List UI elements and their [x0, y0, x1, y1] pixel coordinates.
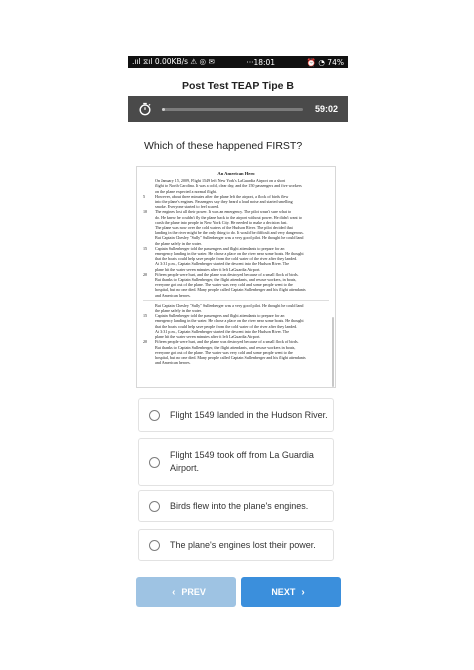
passage-line: landing in the river might be the only thing to do. It would be difficult and very dangerous.	[155, 230, 304, 236]
status-left: .ııl ⧖ıl 0.00KB/s ⚠ ◎ ✉	[132, 57, 215, 66]
choice-option-1[interactable]	[138, 398, 334, 432]
passage-paragraph	[143, 303, 329, 313]
passage-paragraph	[143, 313, 329, 339]
passage-line: emergency landing in the water. He chose a place on the river near some boats. He thought	[155, 251, 304, 257]
status-time: ···18:01	[246, 57, 276, 67]
passage-line: and American heroes.	[155, 360, 191, 366]
choice-option-2[interactable]	[138, 438, 334, 486]
radio-button[interactable]	[149, 501, 160, 512]
choice-label: Flight 1549 took off from La Guardia Airport.	[170, 450, 314, 473]
timer-progress-fill	[162, 108, 165, 111]
passage-line: Captain Sullenberger told the passengers and flight attendants to prepare for an	[155, 245, 285, 251]
next-button[interactable]	[241, 577, 341, 607]
passage-paragraph	[143, 209, 329, 245]
choice-label: Flight 1549 landed in the Hudson River.	[170, 409, 328, 420]
passage-scrollbar[interactable]	[332, 317, 334, 387]
page-title: Post Test TEAP Tipe B	[181, 80, 295, 92]
choice-option-4[interactable]	[138, 529, 334, 561]
reading-passage[interactable]	[136, 166, 336, 388]
passage-content	[137, 167, 335, 365]
status-right: ⏰ ◔ 74%	[306, 57, 344, 67]
passage-line: At 3:31 p.m., Captain Sullenberger started the descent into the Hudson River. The	[155, 261, 290, 267]
choice-label: The plane's engines lost their power.	[170, 539, 316, 550]
passage-line: that the boats could help save people from the cold water of the river after they landed.	[155, 323, 298, 329]
passage-paragraph	[143, 178, 329, 194]
next-label: NEXT	[271, 587, 296, 597]
passage-line: and American heroes.	[155, 292, 191, 298]
passage-line: smoke. Everyone started to feel scared.	[155, 204, 220, 210]
prev-button[interactable]	[136, 577, 236, 607]
line-number: 15	[143, 245, 148, 251]
passage-paragraph	[143, 339, 329, 365]
passage-line: Fifteen people were hurt, and the plane was destroyed because of a small flock of birds.	[155, 271, 299, 277]
passage-divider	[143, 300, 329, 301]
passage-line: into the plane's engines. Passengers say they heard a loud noise and started smelling	[155, 199, 293, 205]
passage-title: An American Hero	[217, 171, 255, 176]
radio-button[interactable]	[149, 457, 160, 468]
passage-line: plane hit the water seven minutes after it left LaGuardia Airport.	[155, 266, 261, 272]
passage-line: At 3:31 p.m., Captain Sullenberger started the descent into the Hudson River. The	[155, 328, 290, 334]
passage-line: plane hit the water seven minutes after it left LaGuardia Airport.	[155, 334, 261, 340]
chevron-right-icon: ›	[301, 586, 305, 598]
passage-line: hospital, but no one died. Many people called Captain Sullenberger and his flight attendants	[155, 354, 306, 360]
passage-line: The plane was now over the cold waters of the Hudson River. The pilot decided that	[155, 225, 293, 231]
line-number: 15	[143, 313, 148, 319]
passage-line: on the plane expected a normal flight.	[155, 188, 217, 194]
passage-paragraph	[143, 246, 329, 272]
passage-line: that the boats could help save people from the cold water of the river after they landed.	[155, 256, 298, 262]
passage-line: Fifteen people were hurt, and the plane was destroyed because of a small flock of birds.	[155, 339, 299, 345]
passage-line: But thanks to Captain Sullenberger, the flight attendants, and rescue workers, in boats,	[155, 277, 297, 283]
passage-line: The engines lost all their power. It was an emergency. The pilot wasn't sure what to	[155, 209, 292, 215]
question-text: Which of these happened FIRST?	[144, 140, 303, 152]
passage-line: do. He knew he couldn't fly the plane back to the airport without power. He didn't want to	[155, 214, 302, 220]
passage-line: crash the plane into people in New York City. He needed to make a decision fast.	[155, 219, 288, 225]
line-number: 5	[143, 193, 146, 199]
passage-line: But Captain Chesley "Sully" Sullenberger was a very good pilot. He thought he could land	[155, 302, 304, 308]
passage-line: everyone got out of the plane. The water was very cold and some people went to the	[155, 349, 293, 355]
passage-line: On January 15, 2009, Flight 1549 left New York's LaGuardia Airport on a short	[155, 178, 286, 184]
stopwatch-icon	[138, 102, 152, 116]
phone-screen	[128, 56, 348, 616]
status-bar	[128, 56, 348, 68]
line-number: 10	[143, 209, 148, 215]
passage-line: However, about three minutes after the plane left the airport, a flock of birds flew	[155, 193, 289, 199]
timer-progress	[162, 108, 303, 111]
passage-line: emergency landing in the water. He chose a place on the river near some boats. He thought	[155, 318, 304, 324]
choice-option-3[interactable]	[138, 490, 334, 522]
choice-label: Birds flew into the plane's engines.	[170, 500, 309, 511]
chevron-left-icon: ‹	[172, 586, 176, 598]
passage-paragraph	[143, 194, 329, 210]
passage-line: hospital, but no one died. Many people called Captain Sullenberger and his flight attendants	[155, 287, 306, 293]
passage-line: flight to North Carolina. It was a cold, clear day, and the 150 passengers and five workers	[155, 183, 302, 189]
passage-line: the plane safely in the water.	[155, 240, 202, 246]
passage-line: But Captain Chesley "Sully" Sullenberger was a very good pilot. He thought he could land	[155, 235, 304, 241]
passage-line: But thanks to Captain Sullenberger, the flight attendants, and rescue workers in boats,	[155, 344, 296, 350]
passage-paragraph	[143, 272, 329, 298]
radio-button[interactable]	[149, 540, 160, 551]
line-number: 20	[143, 271, 148, 277]
passage-line: everyone got out of the plane. The water was very cold and some people went to the	[155, 282, 293, 288]
radio-button[interactable]	[149, 410, 160, 421]
timer-bar	[128, 96, 348, 122]
prev-label: PREV	[181, 587, 206, 597]
line-number: 20	[143, 339, 148, 345]
timer-value: 59:02	[314, 104, 338, 114]
passage-line: the plane safely in the water.	[155, 308, 202, 314]
passage-line: Captain Sullenberger told the passengers and flight attendants to prepare for an	[155, 313, 285, 319]
